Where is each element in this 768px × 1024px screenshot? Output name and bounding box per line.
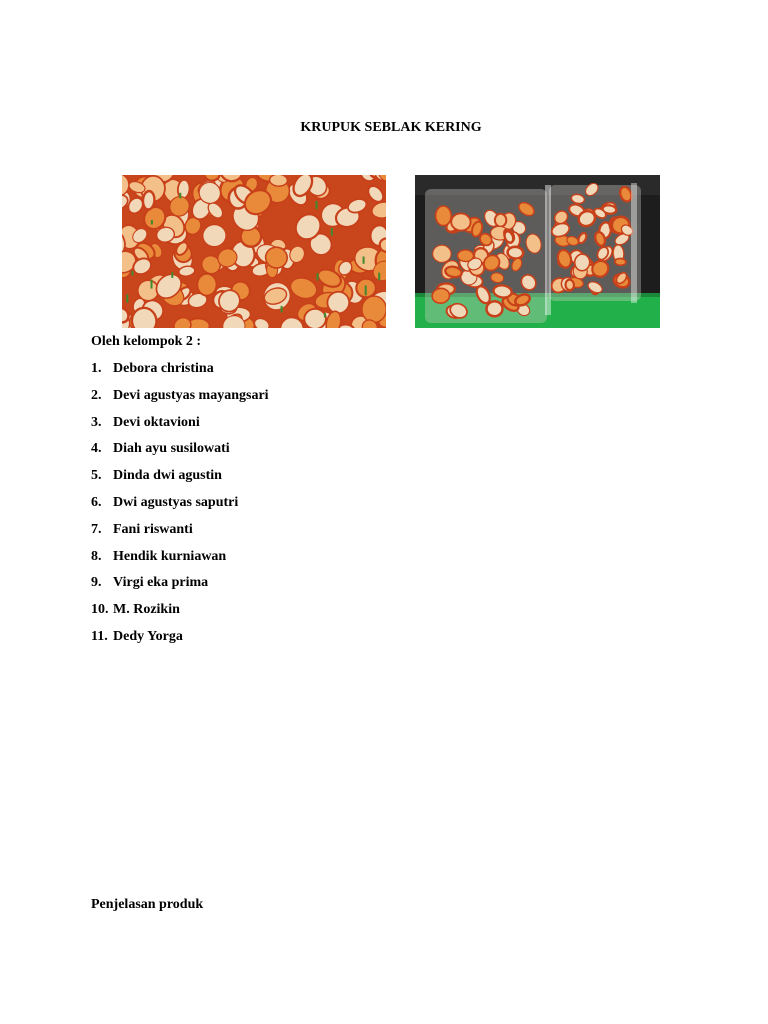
list-item-name: Hendik kurniawan [113,548,227,564]
page-title: KRUPUK SEBLAK KERING [300,120,482,135]
cracker-shape [142,191,155,210]
cracker-shape [269,175,287,187]
list-item-name: Fani riswanti [113,521,193,537]
list-item-number: 5. [91,468,102,484]
list-item-name: Dwi agustyas saputri [113,494,239,510]
cracker-shape [574,253,591,271]
list-item [91,549,269,576]
cracker-shape [435,206,451,226]
list-item-number: 1. [91,361,102,376]
list-item-number: 9. [91,575,102,591]
cracker-shape [507,246,524,259]
list-item-name: Diah ayu susilowati [113,441,230,457]
cracker-shape [432,245,451,263]
list-item-name: Virgi eka prima [113,575,209,591]
list-item [91,468,269,495]
list-item-name: Dedy Yorga [113,628,183,644]
list-item-number: 4. [91,441,102,457]
list-item [91,522,269,549]
cracker-shape [565,279,574,290]
list-item [91,495,269,522]
list-item-number: 8. [91,548,102,564]
member-list [91,361,269,656]
list-item-name: Devi oktavioni [113,414,200,430]
list-item-number: 6. [91,494,102,510]
list-item-name: Devi agustyas mayangsari [113,387,269,403]
list-item [91,415,269,442]
list-item-name: M. Rozikin [113,602,180,618]
list-item-number: 10. [91,602,109,618]
cracker-shape [177,179,190,199]
cracker-shape [457,250,473,262]
list-item-number: 3. [91,414,102,430]
cracker-shape [304,308,326,328]
section-heading: Penjelasan produk [91,897,204,912]
list-item [91,602,269,629]
list-item [91,361,269,388]
crackers-pile-photo [122,175,386,328]
group-heading: Oleh kelompok 2 : [91,334,202,349]
cracker-shape [615,258,627,265]
list-item-number: 7. [91,521,102,537]
cracker-shape [495,214,507,227]
list-item [91,388,269,415]
list-item-name: Debora christina [113,361,214,376]
crackers-bags-photo [415,175,660,328]
list-item [91,575,269,602]
list-item [91,441,269,468]
list-item [91,629,269,656]
cracker-shape [362,296,386,323]
cracker-shape [451,213,472,232]
list-item-number: 2. [91,387,102,403]
list-item-number: 11. [91,628,108,644]
cracker-shape [197,273,217,295]
list-item-name: Dinda dwi agustin [113,468,222,484]
